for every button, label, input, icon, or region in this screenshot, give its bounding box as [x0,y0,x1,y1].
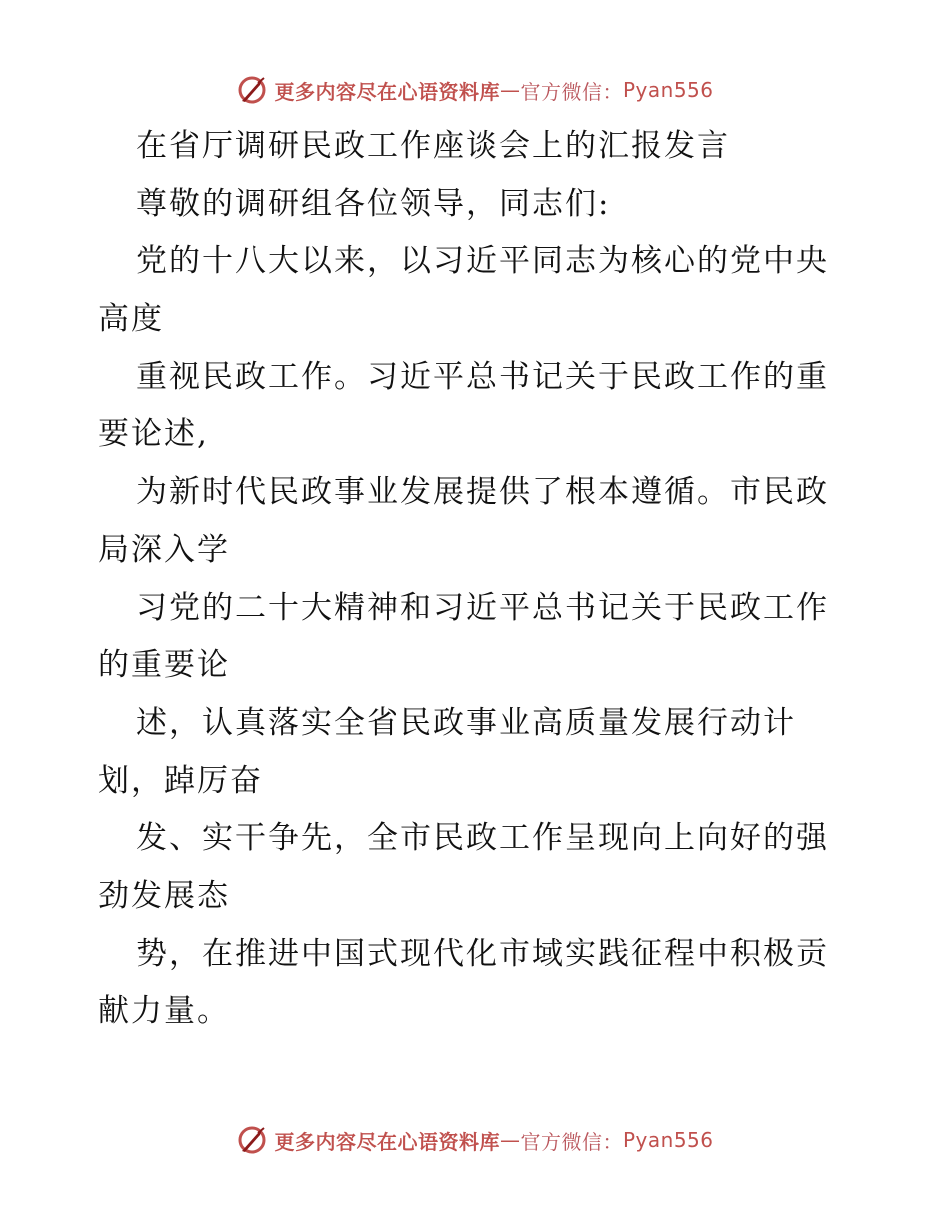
paragraph-line: 高度 [98,301,164,338]
paragraph-line: 党的十八大以来，以习近平同志为核心的党中央 [136,243,829,280]
quill-pen-logo-icon [236,1124,268,1156]
document-body [98,118,858,1041]
banner-main-text: 更多内容尽在心语资料库 [274,1129,500,1154]
salutation: 尊敬的调研组各位领导，同志们: [136,185,611,222]
paragraph-line: 重视民政工作。习近平总书记关于民政工作的重 [136,358,829,395]
header-watermark-banner [0,70,950,110]
quill-pen-logo-icon [236,74,268,106]
paragraph-line: 局深入学 [98,531,230,568]
banner-sub-text: 官方微信： [520,1129,623,1154]
paragraph-line: 献力量。 [98,993,230,1030]
banner-wechat-id: Pyan556 [622,78,714,102]
banner-wechat-id: Pyan556 [622,1128,714,1152]
banner-separator: — [499,78,521,102]
document-title: 在省厅调研民政工作座谈会上的汇报发言 [136,128,730,164]
paragraph-line: 划，踔厉奋 [98,762,263,799]
banner-sub-text: 官方微信： [520,79,623,104]
banner-separator: — [499,1128,521,1152]
paragraph-line: 劲发展态 [98,877,230,914]
paragraph-line: 习党的二十大精神和习近平总书记关于民政工作 [136,589,829,626]
paragraph-line: 为新时代民政事业发展提供了根本遵循。市民政 [136,474,829,511]
paragraph-line: 发、实干争先，全市民政工作呈现向上向好的强 [136,820,829,857]
footer-watermark-banner [0,1120,950,1160]
paragraph-line: 要论述, [98,416,209,453]
paragraph-line: 的重要论 [98,647,230,684]
banner-main-text: 更多内容尽在心语资料库 [274,79,500,104]
paragraph-line: 述，认真落实全省民政事业高质量发展行动计 [136,704,796,741]
paragraph-line: 势，在推进中国式现代化市域实践征程中积极贡 [136,935,829,972]
